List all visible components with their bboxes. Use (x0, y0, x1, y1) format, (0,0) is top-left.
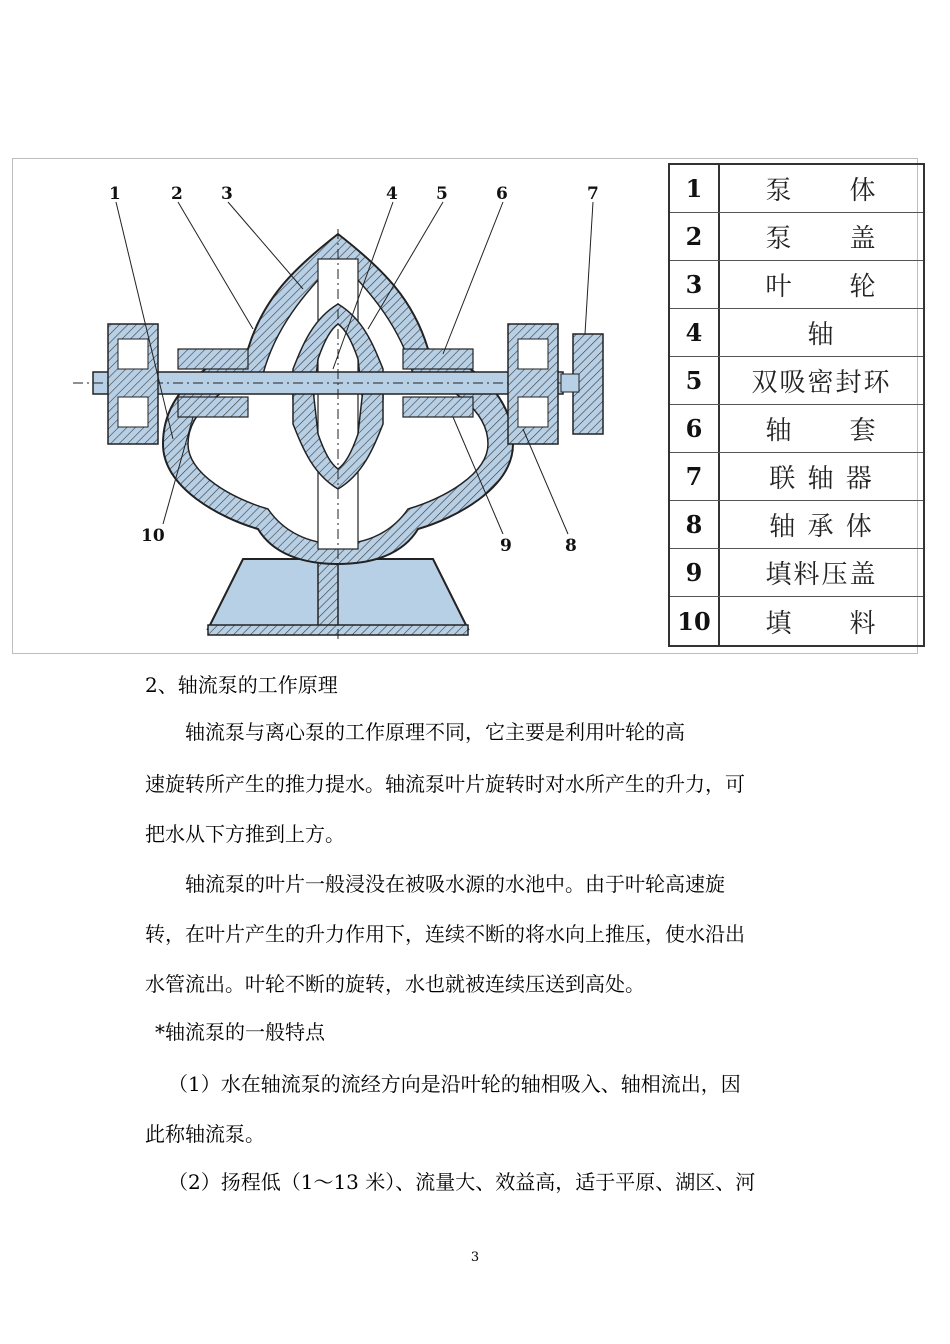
part-number: 1 (670, 165, 720, 212)
parts-row (670, 261, 923, 309)
parts-row (670, 309, 923, 357)
part-name: 泵 盖 (765, 224, 878, 254)
part-number: 8 (670, 501, 720, 548)
feature-item-2-line-1: （2）扬程低（1～13 米）、流量大、效益高，适于平原、湖区、河 (168, 1170, 756, 1194)
parts-row (670, 357, 923, 405)
feature-item-1-line-2: 此称轴流泵。 (145, 1122, 265, 1146)
part-number: 3 (670, 261, 720, 308)
part-name: 双吸密封环 (751, 368, 892, 398)
callout-7: 7 (587, 184, 599, 204)
parts-row (670, 213, 923, 261)
part-number: 9 (670, 549, 720, 596)
part-name: 泵 体 (765, 176, 878, 206)
callout-9: 9 (500, 536, 512, 556)
part-name: 轴 套 (765, 416, 878, 446)
callout-5: 5 (436, 184, 448, 204)
part-name: 联 轴 器 (769, 464, 874, 494)
part-name: 轴 承 体 (769, 512, 874, 542)
parts-row (670, 453, 923, 501)
parts-row (670, 165, 923, 213)
parts-row (670, 597, 923, 645)
callout-2: 2 (171, 184, 183, 204)
callout-3: 3 (221, 184, 233, 204)
parts-legend-table (668, 163, 925, 647)
paragraph-2-line-2: 转，在叶片产生的升力作用下，连续不断的将水向上推压，使水沿出 (145, 922, 745, 946)
paragraph-1-line-2: 速旋转所产生的推力提水。轴流泵叶片旋转时对水所产生的升力，可 (145, 772, 745, 796)
part-name: 填料压盖 (765, 560, 878, 590)
part-number: 10 (670, 597, 720, 645)
parts-row (670, 405, 923, 453)
paragraph-2-line-1: 轴流泵的叶片一般浸没在被吸水源的水池中。由于叶轮高速旋 (165, 872, 725, 896)
part-name: 轴 (807, 320, 836, 350)
part-number: 5 (670, 357, 720, 404)
callout-4: 4 (386, 184, 398, 204)
part-number: 6 (670, 405, 720, 452)
part-number: 2 (670, 213, 720, 260)
pump-cross-section-diagram (13, 159, 658, 653)
callout-1: 1 (109, 184, 121, 204)
part-number: 4 (670, 309, 720, 356)
pump-figure (12, 158, 918, 654)
part-number: 7 (670, 453, 720, 500)
part-name: 填 料 (765, 608, 878, 639)
parts-row (670, 501, 923, 549)
paragraph-1-line-1: 轴流泵与离心泵的工作原理不同，它主要是利用叶轮的高 (145, 720, 685, 744)
features-heading: *轴流泵的一般特点 (155, 1020, 325, 1044)
paragraph-1-line-3: 把水从下方推到上方。 (145, 822, 345, 846)
callout-6: 6 (496, 184, 508, 204)
feature-item-1-line-1: （1）水在轴流泵的流经方向是沿叶轮的轴相吸入、轴相流出，因 (168, 1072, 741, 1096)
part-name: 叶 轮 (765, 272, 878, 302)
paragraph-2-line-3: 水管流出。叶轮不断的旋转，水也就被连续压送到高处。 (145, 972, 645, 996)
callout-10: 10 (141, 526, 165, 546)
callout-8: 8 (565, 536, 577, 556)
section-heading: 2、轴流泵的工作原理 (145, 673, 338, 697)
parts-row (670, 549, 923, 597)
page-number: 3 (470, 1250, 480, 1265)
